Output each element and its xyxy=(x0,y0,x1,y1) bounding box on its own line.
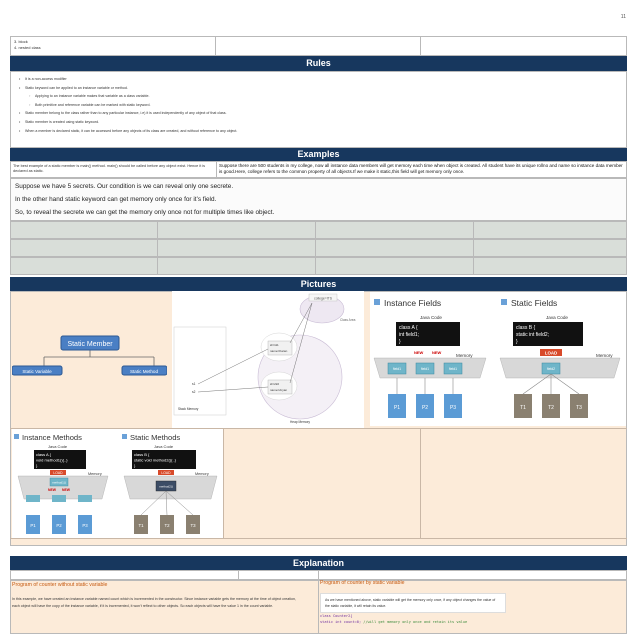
field-cell: field1 xyxy=(420,367,430,371)
static-member-title: Static Member xyxy=(67,341,113,348)
explanation-left-title: Program of counter without static variable xyxy=(12,582,108,588)
rule-subitem: ◦ Applying to an instance variable makes that variable as a class variable. xyxy=(25,92,626,101)
code-line: static void method2(){..} xyxy=(134,457,177,463)
heap-memory-label: Heap Memory xyxy=(290,420,311,424)
object-label: P3 xyxy=(449,405,457,411)
rules-header: Rules xyxy=(10,56,627,71)
new-label: NEW xyxy=(414,350,424,355)
class-area-label: Class Area xyxy=(340,318,356,322)
explanation-right-box xyxy=(320,593,506,613)
object-label: P1 xyxy=(30,523,36,528)
code-line: } xyxy=(399,339,401,345)
object-label: P1 xyxy=(393,405,401,411)
object-2: id=222 xyxy=(270,382,280,386)
stack-memory-label: Stack Memory xyxy=(178,407,199,411)
object-label: T2 xyxy=(548,405,554,411)
example-college: Suppose there are 500 students in my college, now all instance data members will get memory each time when object is created. All student have its unique rollno and name so instance data member is good.Here, college refers to the common property of all objects.If we make it static,this field will get memory only once. xyxy=(219,163,623,174)
secret-line: So, to reveal the secrete we can get the memory only once not for multiple times like object. xyxy=(15,209,275,216)
top-list-item: 3. block xyxy=(14,39,28,44)
java-code-label: Java Code xyxy=(546,315,568,320)
top-list-item: 4. nested class xyxy=(14,45,41,50)
s1-label: s1 xyxy=(192,382,196,386)
static-variable-label: Static Variable xyxy=(22,369,52,374)
java-code-label: Java Code xyxy=(48,444,68,449)
code-line: } xyxy=(516,339,518,345)
static-fields-title: Static Fields xyxy=(511,298,558,308)
code-line: class B { xyxy=(516,325,536,331)
memory-svg xyxy=(172,291,364,428)
page-number: 11 xyxy=(620,14,626,20)
memory-label: Memory xyxy=(195,472,209,476)
methods-svg xyxy=(12,429,223,538)
rule-item: • It is a non-access modifier xyxy=(25,75,626,84)
static-member-svg xyxy=(12,335,167,380)
static-methods-title: Static Methods xyxy=(130,433,181,442)
explanation-subrow xyxy=(10,570,627,580)
memory-label: Memory xyxy=(596,353,613,358)
object-label: T3 xyxy=(190,523,196,528)
explanation-right-title: Program of counter by static variable xyxy=(320,580,405,586)
example-main-method: The best example of a static member is main() method. main() should be called before any object exist. Hence it is declared as static. xyxy=(13,164,206,173)
code-line: class Counter2{ xyxy=(320,614,353,618)
code-line: class A { xyxy=(36,452,51,457)
static-member-diagram xyxy=(12,335,167,380)
object-label: T1 xyxy=(138,523,144,528)
load-label: LOAD xyxy=(544,350,558,356)
object-label: P2 xyxy=(56,523,62,528)
java-code-label: Java Code xyxy=(154,444,174,449)
code-line: static int field2; xyxy=(516,332,550,338)
fields-diagram xyxy=(370,292,626,426)
explanation-header: Explanation xyxy=(10,556,627,570)
svg-text:name=Aryan: name=Aryan xyxy=(270,388,288,392)
top-row xyxy=(10,36,627,56)
svg-text:name=Karan: name=Karan xyxy=(270,349,288,353)
field-cell: field2 xyxy=(546,367,556,371)
secret-line: In the other hand static keyword can get memory only once for it’s field. xyxy=(15,196,217,203)
instance-fields-title: Instance Fields xyxy=(384,298,442,308)
object-label: P2 xyxy=(421,405,429,411)
rule-subitem: ◦ Both primitive and reference variable can be marked with static keyword. xyxy=(25,101,626,110)
code-line: void method1(){..} xyxy=(36,457,68,463)
new-label: NEW xyxy=(432,350,442,355)
code-comment: //will get memory only once and retain its value xyxy=(363,620,468,624)
code-line: int field1; xyxy=(399,332,420,338)
code-line: } xyxy=(36,463,38,468)
memory-label: Memory xyxy=(456,353,473,358)
java-code-label: Java Code xyxy=(420,315,442,320)
load-label: LOAD xyxy=(161,471,171,475)
method-cell: method1() xyxy=(52,480,66,485)
load-label: LOAD xyxy=(53,471,63,475)
instance-methods-title: Instance Methods xyxy=(22,433,82,442)
object-label: T1 xyxy=(520,405,526,411)
rule-item: • Static keyword can be applied to an instance variable or method. xyxy=(25,84,626,93)
code-line: class A { xyxy=(399,325,418,331)
rule-item: • When a member is declared static, it can be accessed before any objects of its class are created, and without reference to any object. xyxy=(25,127,626,136)
new-label: NEW xyxy=(48,488,56,492)
secret-line: Suppose we have 5 secrets. Our condition is we can reveal only one secrete. xyxy=(15,183,234,190)
code-static-decl: static int count=0; xyxy=(320,620,362,624)
examples-secrets xyxy=(10,178,627,221)
rules-list xyxy=(11,75,626,135)
examples-header: Examples xyxy=(10,148,627,161)
pictures-bottom-divider xyxy=(10,538,627,539)
object-label: P3 xyxy=(82,523,88,528)
rule-item: • Static member belong to the class rather than to any particular instance, i.e) it is used independently of any object of that class. xyxy=(25,109,626,118)
pictures-col-divider xyxy=(223,429,224,539)
static-method-label: Static Method xyxy=(129,369,159,374)
grid-row xyxy=(10,257,627,275)
college-field: college=ITS xyxy=(314,296,332,301)
explanation-left-text: In this example, we have created an instance variable named count which is incremented in the constructor. Since instance variable gets the memory at the time of object creation, each object will have the copy of the instance variable, if it is incremented, it won't reflect to other objects. So each objects will have the value 1 in the count variable. xyxy=(12,597,297,609)
code-line xyxy=(320,620,467,624)
methods-diagram xyxy=(12,429,223,538)
pictures-col-divider xyxy=(420,429,421,539)
field-cell: field1 xyxy=(448,367,458,371)
grid-row xyxy=(10,221,627,239)
grid-row xyxy=(10,239,627,257)
memory-diagram xyxy=(172,291,364,428)
new-label: NEW xyxy=(62,488,70,492)
object-label: T2 xyxy=(164,523,170,528)
rules-section xyxy=(10,71,627,148)
pictures-header: Pictures xyxy=(10,277,627,291)
fields-svg xyxy=(370,292,626,426)
object-label: T3 xyxy=(576,405,582,411)
code-line: class B { xyxy=(134,452,150,457)
code-line: } xyxy=(134,463,136,468)
rule-item: • Static member is created using static keyword. xyxy=(25,118,626,127)
examples-row xyxy=(10,161,627,178)
explanation-right-text: As we have mentioned above, static variable will get the memory only once, if any object changes the value of the static variable, it will retain its value. xyxy=(325,598,496,608)
object-1: id=111 xyxy=(270,343,279,347)
field-cell: field1 xyxy=(392,367,402,371)
method-cell: method2() xyxy=(159,484,173,489)
memory-label: Memory xyxy=(88,472,102,476)
s2-label: s2 xyxy=(192,390,196,394)
